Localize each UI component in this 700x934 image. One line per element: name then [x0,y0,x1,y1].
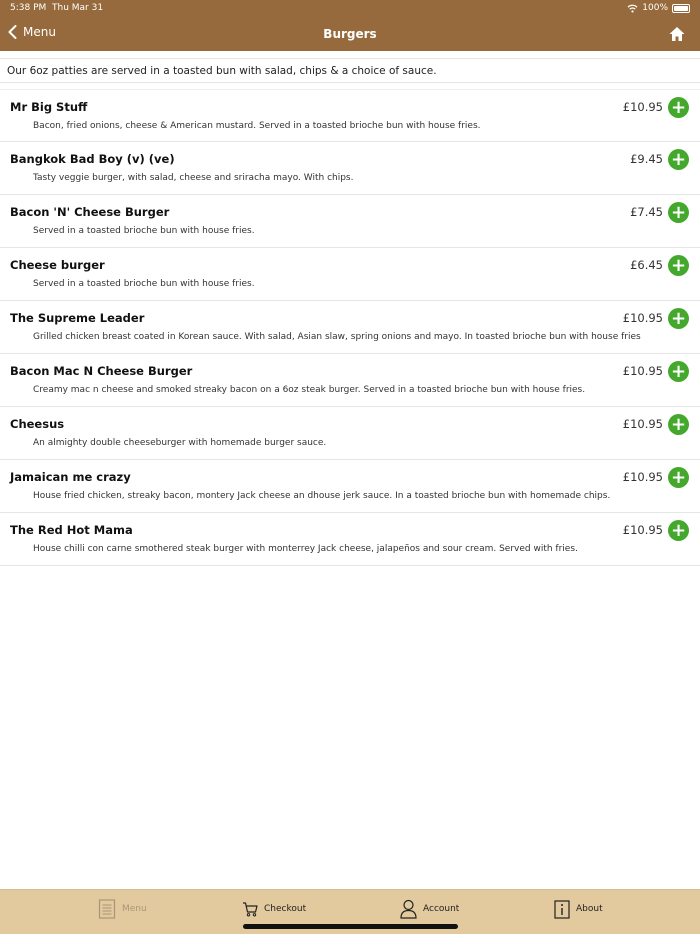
item-name: The Supreme Leader [10,311,145,325]
add-to-order-button[interactable]: + [668,467,689,488]
menu-document-icon [98,899,116,919]
item-price: £10.95 [622,100,663,114]
add-to-order-button[interactable]: + [668,255,689,276]
item-name: Bangkok Bad Boy (v) (ve) [10,152,175,166]
add-to-order-button[interactable]: + [668,520,689,541]
page-title: Burgers [323,27,377,41]
back-label: Menu [23,25,56,39]
item-name: Jamaican me crazy [10,470,131,484]
item-description: Served in a toasted brioche bun with house fries. [33,226,255,236]
menu-item-row[interactable] [0,248,700,301]
status-right [627,3,690,13]
item-price: £6.45 [630,258,663,272]
item-description: An almighty double cheeseburger with homemade burger sauce. [33,438,327,448]
tab-label: About [576,904,603,914]
item-name: Bacon Mac N Cheese Burger [10,364,193,378]
menu-item-row[interactable] [0,513,700,566]
add-to-order-button[interactable]: + [668,202,689,223]
tab-menu[interactable] [98,898,147,920]
header-bar [0,0,700,51]
cart-icon [242,901,258,917]
item-description: Grilled chicken breast coated in Korean sauce. With salad, Asian slaw, spring onions and mayo. In toasted brioche bun with house fries [33,332,641,342]
tab-label: Menu [122,904,147,914]
navigation-bar [0,17,700,51]
chevron-left-icon [8,25,17,39]
item-description: Bacon, fried onions, cheese & American mustard. Served in a toasted brioche bun with house fries. [33,121,481,131]
item-price: £10.95 [622,311,663,325]
info-icon [554,900,570,919]
item-price: £7.45 [630,205,663,219]
status-date: Thu Mar 31 [52,3,104,13]
tab-label: Checkout [264,904,307,914]
add-to-order-button[interactable]: + [668,308,689,329]
battery-percent: 100% [642,3,668,13]
add-to-order-button[interactable]: + [668,361,689,382]
menu-item-row[interactable] [0,195,700,248]
tab-account[interactable] [400,898,459,920]
menu-item-row[interactable] [0,460,700,513]
home-indicator [243,924,458,929]
item-price: £10.95 [622,364,663,378]
item-description: Served in a toasted brioche bun with house fries. [33,279,255,289]
add-to-order-button[interactable]: + [668,414,689,435]
item-name: Cheesus [10,417,65,431]
tab-about[interactable] [554,898,603,920]
item-price: £10.95 [622,523,663,537]
wifi-icon [627,4,638,13]
menu-item-row[interactable] [0,407,700,460]
item-price: £10.95 [622,470,663,484]
menu-item-row[interactable] [0,354,700,407]
item-description: House chilli con carne smothered steak burger with monterrey Jack cheese, jalapeños and sour cream. Served with fries. [33,544,578,554]
back-button[interactable] [8,25,56,39]
tab-checkout[interactable] [242,898,306,920]
menu-item-list [0,89,700,566]
item-name: Mr Big Stuff [10,100,88,114]
add-to-order-button[interactable]: + [668,149,689,170]
item-description: Tasty veggie burger, with salad, cheese and sriracha mayo. With chips. [33,173,354,183]
item-price: £10.95 [622,417,663,431]
battery-icon [672,4,690,13]
home-icon[interactable] [668,25,686,43]
tab-label: Account [423,904,460,914]
item-name: Bacon 'N' Cheese Burger [10,205,170,219]
status-bar [0,0,700,17]
add-to-order-button[interactable]: + [668,97,689,118]
menu-item-row[interactable] [0,89,700,142]
item-name: The Red Hot Mama [10,523,133,537]
menu-item-row[interactable] [0,301,700,354]
person-icon [400,899,417,919]
category-intro: Our 6oz patties are served in a toasted bun with salad, chips & a choice of sauce. [0,58,700,83]
item-price: £9.45 [630,152,663,166]
item-description: House fried chicken, streaky bacon, montery Jack cheese an dhouse jerk sauce. In a toasted brioche bun with homemade chips. [33,491,611,501]
menu-item-row[interactable] [0,142,700,195]
item-description: Creamy mac n cheese and smoked streaky bacon on a 6oz steak burger. Served in a toasted brioche bun with house fries. [33,385,586,395]
item-name: Cheese burger [10,258,105,272]
status-time: 5:38 PM [10,3,47,13]
